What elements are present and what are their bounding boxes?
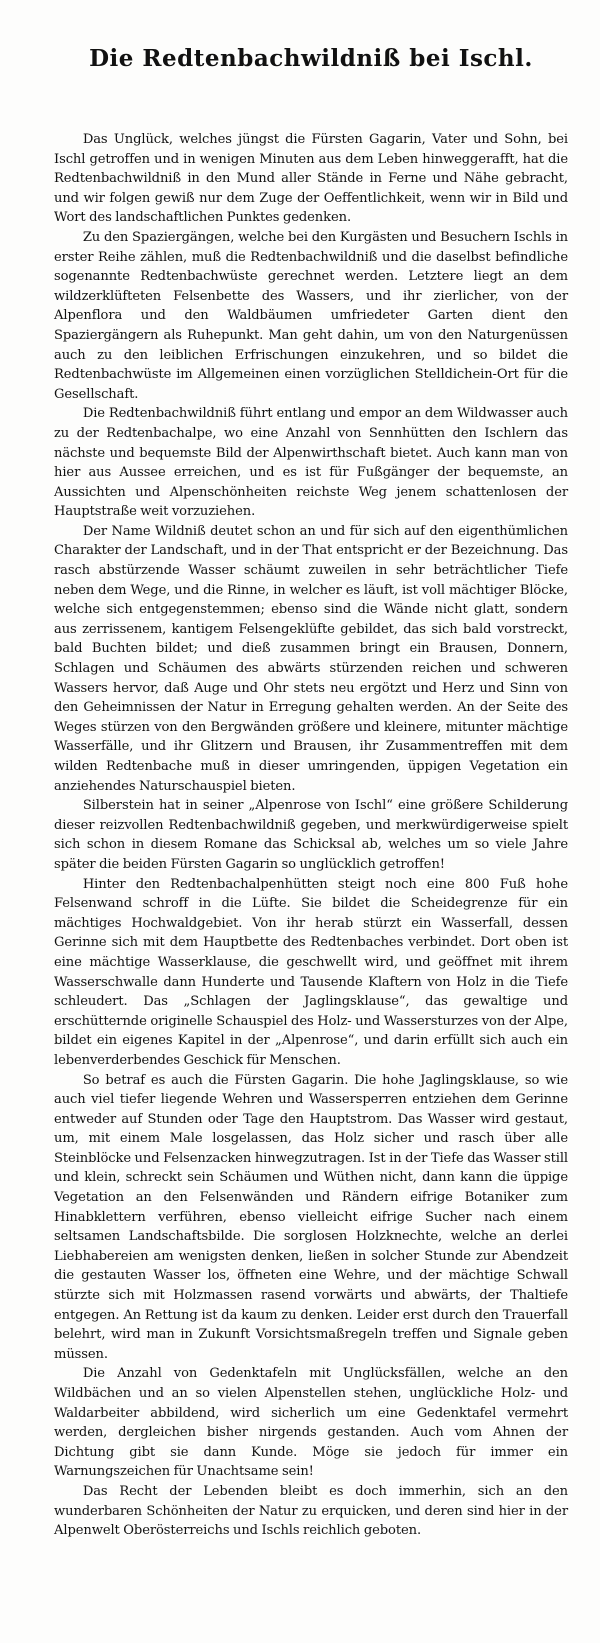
paragraph-9: Das Recht der Lebenden bleibt es doch immerhin, sich an den wunderbaren Schönheiten der Natur zu erquicken, und deren sind hier in der Alpenwelt Oberösterreichs und Ischls reichlich geboten. (54, 1483, 568, 1539)
article-body (54, 130, 568, 1541)
paragraph-5: Silberstein hat in seiner „Alpenrose von Ischl“ eine größere Schilderung dieser reizvollen Redtenbachwildniß gegeben, und merkwürdigerweise spielt sich schon in diesem Romane das Schicksal ab, welches um so viele Jahre später die beiden Fürsten Gagarin so unglücklich getroffen! (54, 798, 568, 872)
paragraph-2: Zu den Spaziergängen, welche bei den Kurgästen und Besuchern Ischls in erster Reihe zählen, muß die Redtenbachwildniß und die daselbst befindliche sogenannte Redtenbachwüste gerechnet werden. Letztere liegt an dem wildzerklüfteten Felsenbette des Wassers, und ihr zierlicher, von der Alpenflora und den Waldbäumen umfriedeter Garten dient den Spaziergängern als Ruhepunkt. Man geht dahin, um von den Naturgenüssen auch zu den leiblichen Erfrischungen einzukehren, und so bildet die Redtenbachwüste im Allgemeinen einen vorzüglichen Stelldichein-Ort für die Gesellschaft. (54, 229, 568, 402)
paragraph-7: So betraf es auch die Fürsten Gagarin. Die hohe Jaglingsklause, so wie auch viel tiefer liegende Wehren und Wassersperren entziehen dem Gerinne entweder auf Stunden oder Tage den Hauptstrom. Das Wasser wird gestaut, um, mit einem Male losgelassen, das Holz sicher und rasch über alle Steinblöcke und Felsenzacken hinwegzutragen. Ist in der Tiefe das Wasser still und klein, schreckt sein Schäumen und Wüthen nicht, dann kann die üppige Vegetation an den Felsenwänden und Rändern eifrige Botaniker zum Hinabklettern verführen, ebenso vielleicht eifrige Sucher nach einem seltsamen Landschaftsbilde. Die sorglosen Holzknechte, welche an derlei Liebhabereien am wenigsten denken, ließen in solcher Stunde zur Abendzeit die gestauten Wasser los, öffneten eine Wehre, und der mächtige Schwall stürzte sich mit Holzmassen rasend vorwärts und abwärts, der Thaltiefe entgegen. An Rettung ist da kaum zu denken. Leider erst durch den Trauerfall belehrt, wird man in Zukunft Vorsichtsmaßregeln treffen und Signale geben müssen. (54, 1072, 568, 1362)
paragraph-3: Die Redtenbachwildniß führt entlang und empor an dem Wildwasser auch zu der Redtenbachalpe, wo eine Anzahl von Sennhütten den Ischlern das nächste und bequemste Bild der Alpenwirthschaft bietet. Auch kann man von hier aus Aussee erreichen, und es ist für Fußgänger der bequemste, an Aussichten und Alpenschönheiten reichste Weg jenem schattenlosen der Hauptstraße weit vorzuziehen. (54, 406, 568, 520)
article-title: Die Redtenbachwildniß bei Ischl. (89, 45, 533, 72)
paragraph-8: Die Anzahl von Gedenktafeln mit Unglücksfällen, welche an den Wildbächen und an so vielen Alpenstellen stehen, unglückliche Holz- und Waldarbeiter abbildend, wird sicherlich um eine Gedenktafel vermehrt werden, dergleichen bisher nirgends gestanden. Auch vom Ahnen der Dichtung gibt sie dann Kunde. Möge sie jedoch für immer ein Warnungszeichen für Unachtsame sein! (54, 1366, 568, 1480)
paragraph-1: Das Unglück, welches jüngst die Fürsten Gagarin, Vater und Sohn, bei Ischl getroffen und in wenigen Minuten aus dem Leben hinweggerafft, hat die Redtenbachwildniß in den Mund aller Stände in Ferne und Nähe gebracht, und wir folgen gewiß nur dem Zuge der Oeffentlichkeit, wenn wir in Bild und Wort des landschaftlichen Punktes gedenken. (54, 132, 568, 226)
paragraph-4: Der Name Wildniß deutet schon an und für sich auf den eigenthümlichen Charakter der Landschaft, und in der That entspricht er der Bezeichnung. Das rasch abstürzende Wasser schäumt zuweilen in sehr beträchtlicher Tiefe neben dem Wege, und die Rinne, in welcher es läuft, ist voll mächtiger Blöcke, welche sich entgegenstemmen; ebenso sind die Wände nicht glatt, sondern aus zerrissenem, kantigem Felsengeklüfte gebildet, das sich bald vorstreckt, bald Buchten bildet; und dieß zusammen bringt ein Brausen, Donnern, Schlagen und Schäumen des abwärts stürzenden reichen und schweren Wassers hervor, daß Auge und Ohr stets neu ergötzt und Herz und Sinn von den Geheimnissen der Natur in Erregung gehalten werden. An der Seite des Weges stürzen von den Bergwänden größere und kleinere, mitunter mächtige Wasserfälle, und ihr Glitzern und Brausen, ihr Zusammentreffen mit dem wilden Redtenbache muß in dieser umringenden, üppigen Vegetation ein anziehendes Naturschauspiel bieten. (54, 523, 568, 794)
paragraph-6: Hinter den Redtenbachalpenhütten steigt noch eine 800 Fuß hohe Felsenwand schroff in die Lüfte. Sie bildet die Scheidegrenze für ein mächtiges Hochwaldgebiet. Von ihr herab stürzt ein Wasserfall, dessen Gerinne sich mit dem Hauptbette des Redtenbaches verbindet. Dort oben ist eine mächtige Wasserklause, die geschwellt wird, und geöffnet mit ihrem Wasserschwalle dann Hunderte und Tausende Klaftern von Holz in die Tiefe schleudert. Das „Schlagen der Jaglingsklause“, das gewaltige und erschütternde originelle Schauspiel des Holz- und Wassersturzes von der Alpe, bildet ein eigenes Kapitel in der „Alpenrose“, und darin erfüllt sich auch ein lebenverderbendes Geschick für Menschen. (54, 876, 568, 1068)
